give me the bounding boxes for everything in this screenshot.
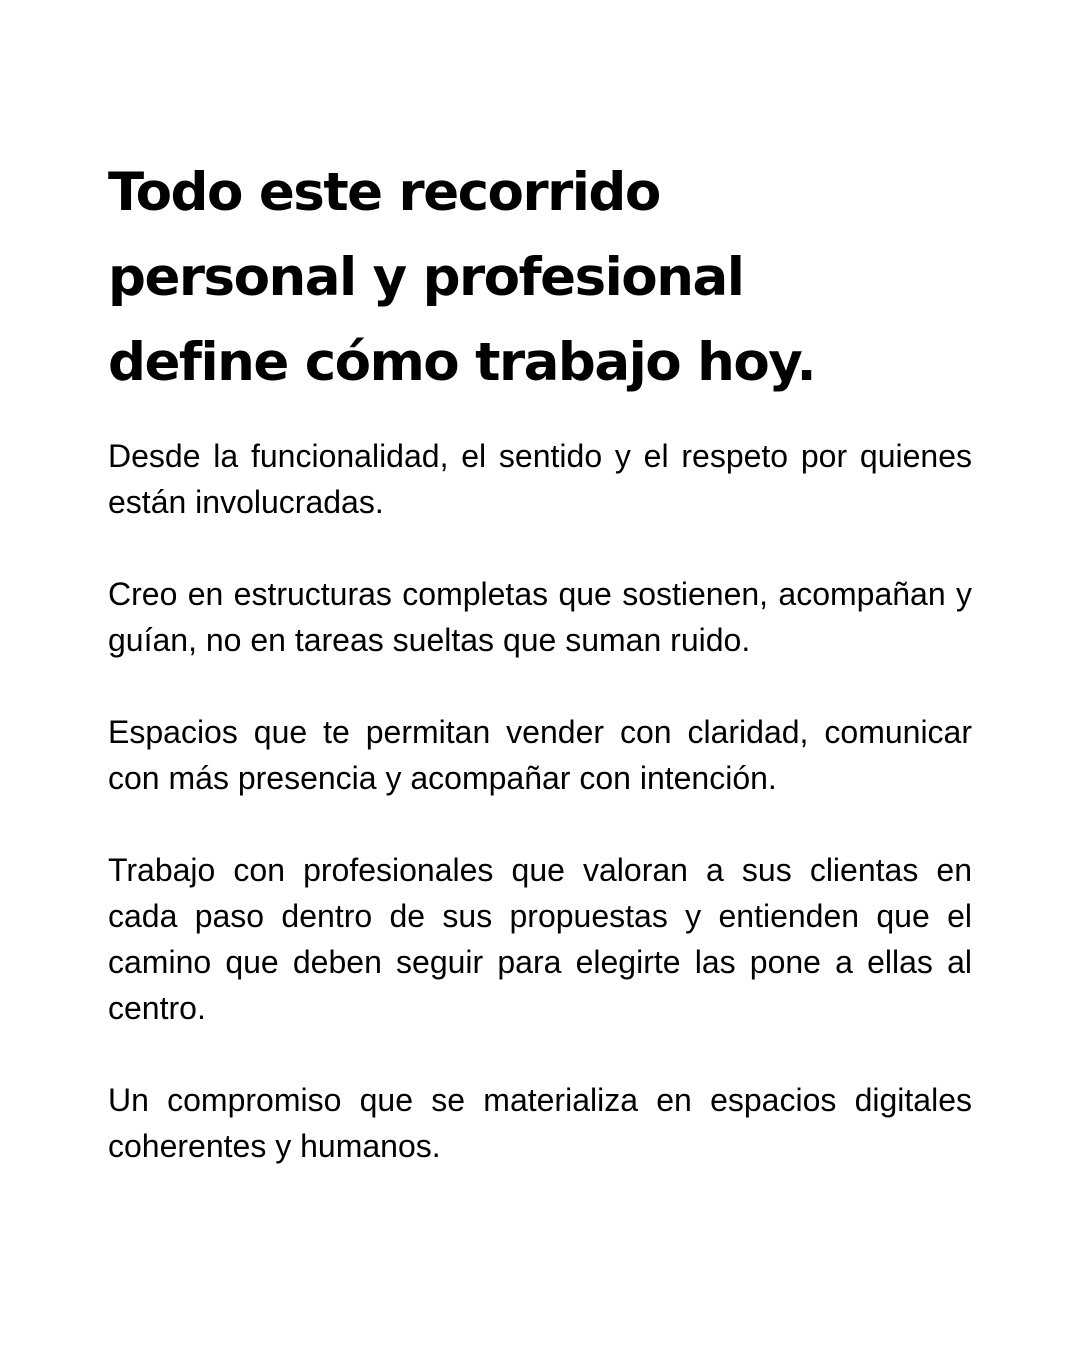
headline-line-3: define cómo trabajo hoy. [108,332,816,393]
headline-line-2: personal y profesional [108,247,744,308]
paragraph-1: Desde la funcionalidad, el sentido y el respeto por quienes están involucradas. [108,438,972,520]
page-content [108,150,972,1169]
headline [108,150,972,405]
paragraph-5: Un compromiso que se materializa en espacios digitales coherentes y humanos. [108,1082,972,1164]
paragraph-2: Creo en estructuras completas que sostienen, acompañan y guían, no en tareas sueltas que suman ruido. [108,576,972,658]
headline-line-1: Todo este recorrido [108,162,660,223]
paragraph-4: Trabajo con profesionales que valoran a sus clientas en cada paso dentro de sus propuestas y entienden que el camino que deben seguir para elegirte las pone a ellas al centro. [108,852,972,1026]
body-copy [108,433,972,1169]
paragraph-3: Espacios que te permitan vender con claridad, comunicar con más presencia y acompañar con intención. [108,714,972,796]
